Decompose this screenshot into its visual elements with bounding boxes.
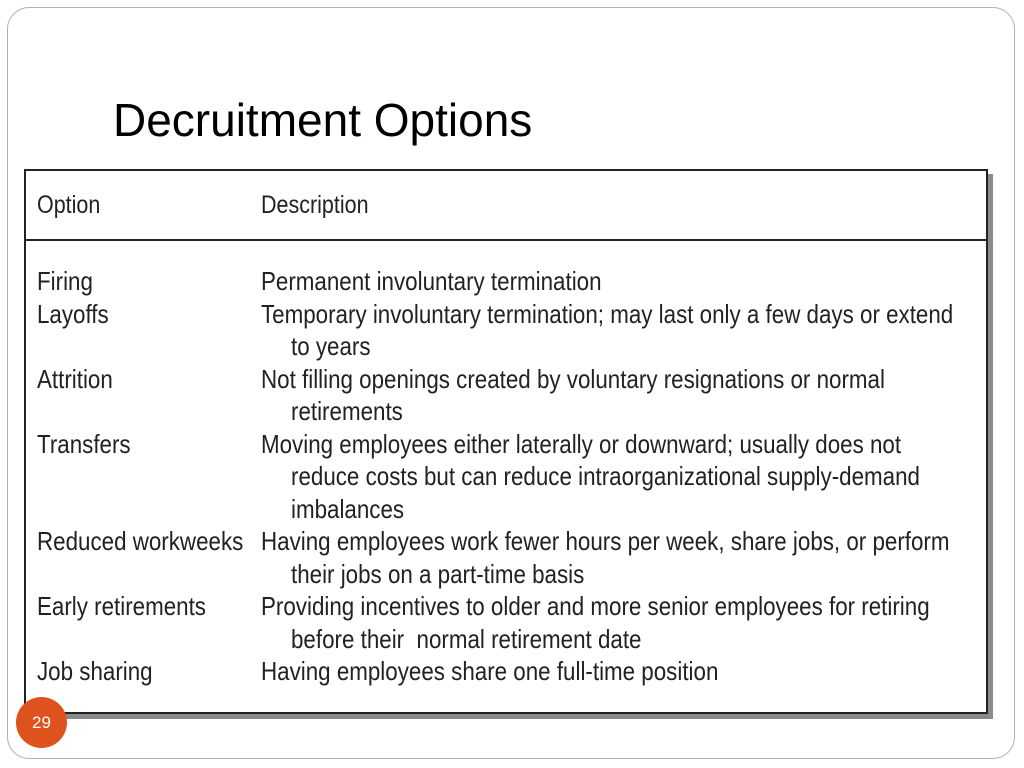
description-cell bbox=[249, 428, 979, 526]
option-cell bbox=[26, 363, 249, 396]
description-line: Moving employees either laterally or downward; usually does not bbox=[261, 428, 902, 459]
table-row bbox=[26, 590, 986, 655]
option-text: Firing bbox=[37, 266, 93, 296]
table-row bbox=[26, 655, 986, 688]
table-body bbox=[26, 265, 986, 688]
description-cell bbox=[249, 265, 979, 298]
table-row bbox=[26, 363, 986, 428]
description-cell bbox=[249, 363, 979, 428]
description-cell bbox=[249, 655, 979, 688]
description-cell bbox=[249, 298, 979, 363]
option-cell bbox=[26, 265, 249, 298]
option-text: Job sharing bbox=[37, 656, 153, 686]
description-line: Permanent involuntary termination bbox=[261, 266, 602, 296]
table-row bbox=[26, 428, 986, 526]
option-cell bbox=[26, 590, 249, 623]
page-number-badge: 29 bbox=[16, 697, 67, 748]
table-header-row bbox=[26, 171, 986, 241]
table-row bbox=[26, 265, 986, 298]
description-line: retirements bbox=[291, 396, 403, 426]
decruitment-table bbox=[24, 169, 988, 714]
description-line: to years bbox=[291, 331, 371, 361]
option-text: Layoffs bbox=[37, 298, 109, 329]
description-cell bbox=[249, 525, 979, 590]
description-line: Temporary involuntary termination; may last only a few days or extend bbox=[261, 298, 954, 329]
description-line: imbalances bbox=[291, 493, 405, 524]
description-line: before their normal retirement date bbox=[291, 623, 642, 654]
description-line: Having employees work fewer hours per week, share jobs, or perform bbox=[261, 526, 950, 556]
description-line: reduce costs but can reduce intraorganizational supply-demand bbox=[291, 461, 920, 491]
table-row bbox=[26, 298, 986, 363]
option-text: Attrition bbox=[37, 363, 113, 394]
description-line: Providing incentives to older and more senior employees for retiring bbox=[261, 591, 930, 621]
option-cell bbox=[26, 525, 249, 558]
option-cell bbox=[26, 655, 249, 688]
description-line: their jobs on a part-time basis bbox=[291, 558, 585, 589]
description-line: Having employees share one full-time position bbox=[261, 656, 719, 686]
description-cell bbox=[249, 590, 979, 655]
header-description: Description bbox=[261, 191, 369, 219]
description-line: Not filling openings created by voluntary resignations or normal bbox=[261, 363, 885, 394]
option-cell bbox=[26, 298, 249, 331]
option-text: Reduced workweeks bbox=[37, 526, 244, 556]
table-row bbox=[26, 525, 986, 590]
option-cell bbox=[26, 428, 249, 461]
option-text: Transfers bbox=[37, 428, 131, 459]
option-text: Early retirements bbox=[37, 591, 206, 621]
slide-title: Decruitment Options bbox=[113, 94, 533, 146]
header-option: Option bbox=[37, 191, 101, 219]
